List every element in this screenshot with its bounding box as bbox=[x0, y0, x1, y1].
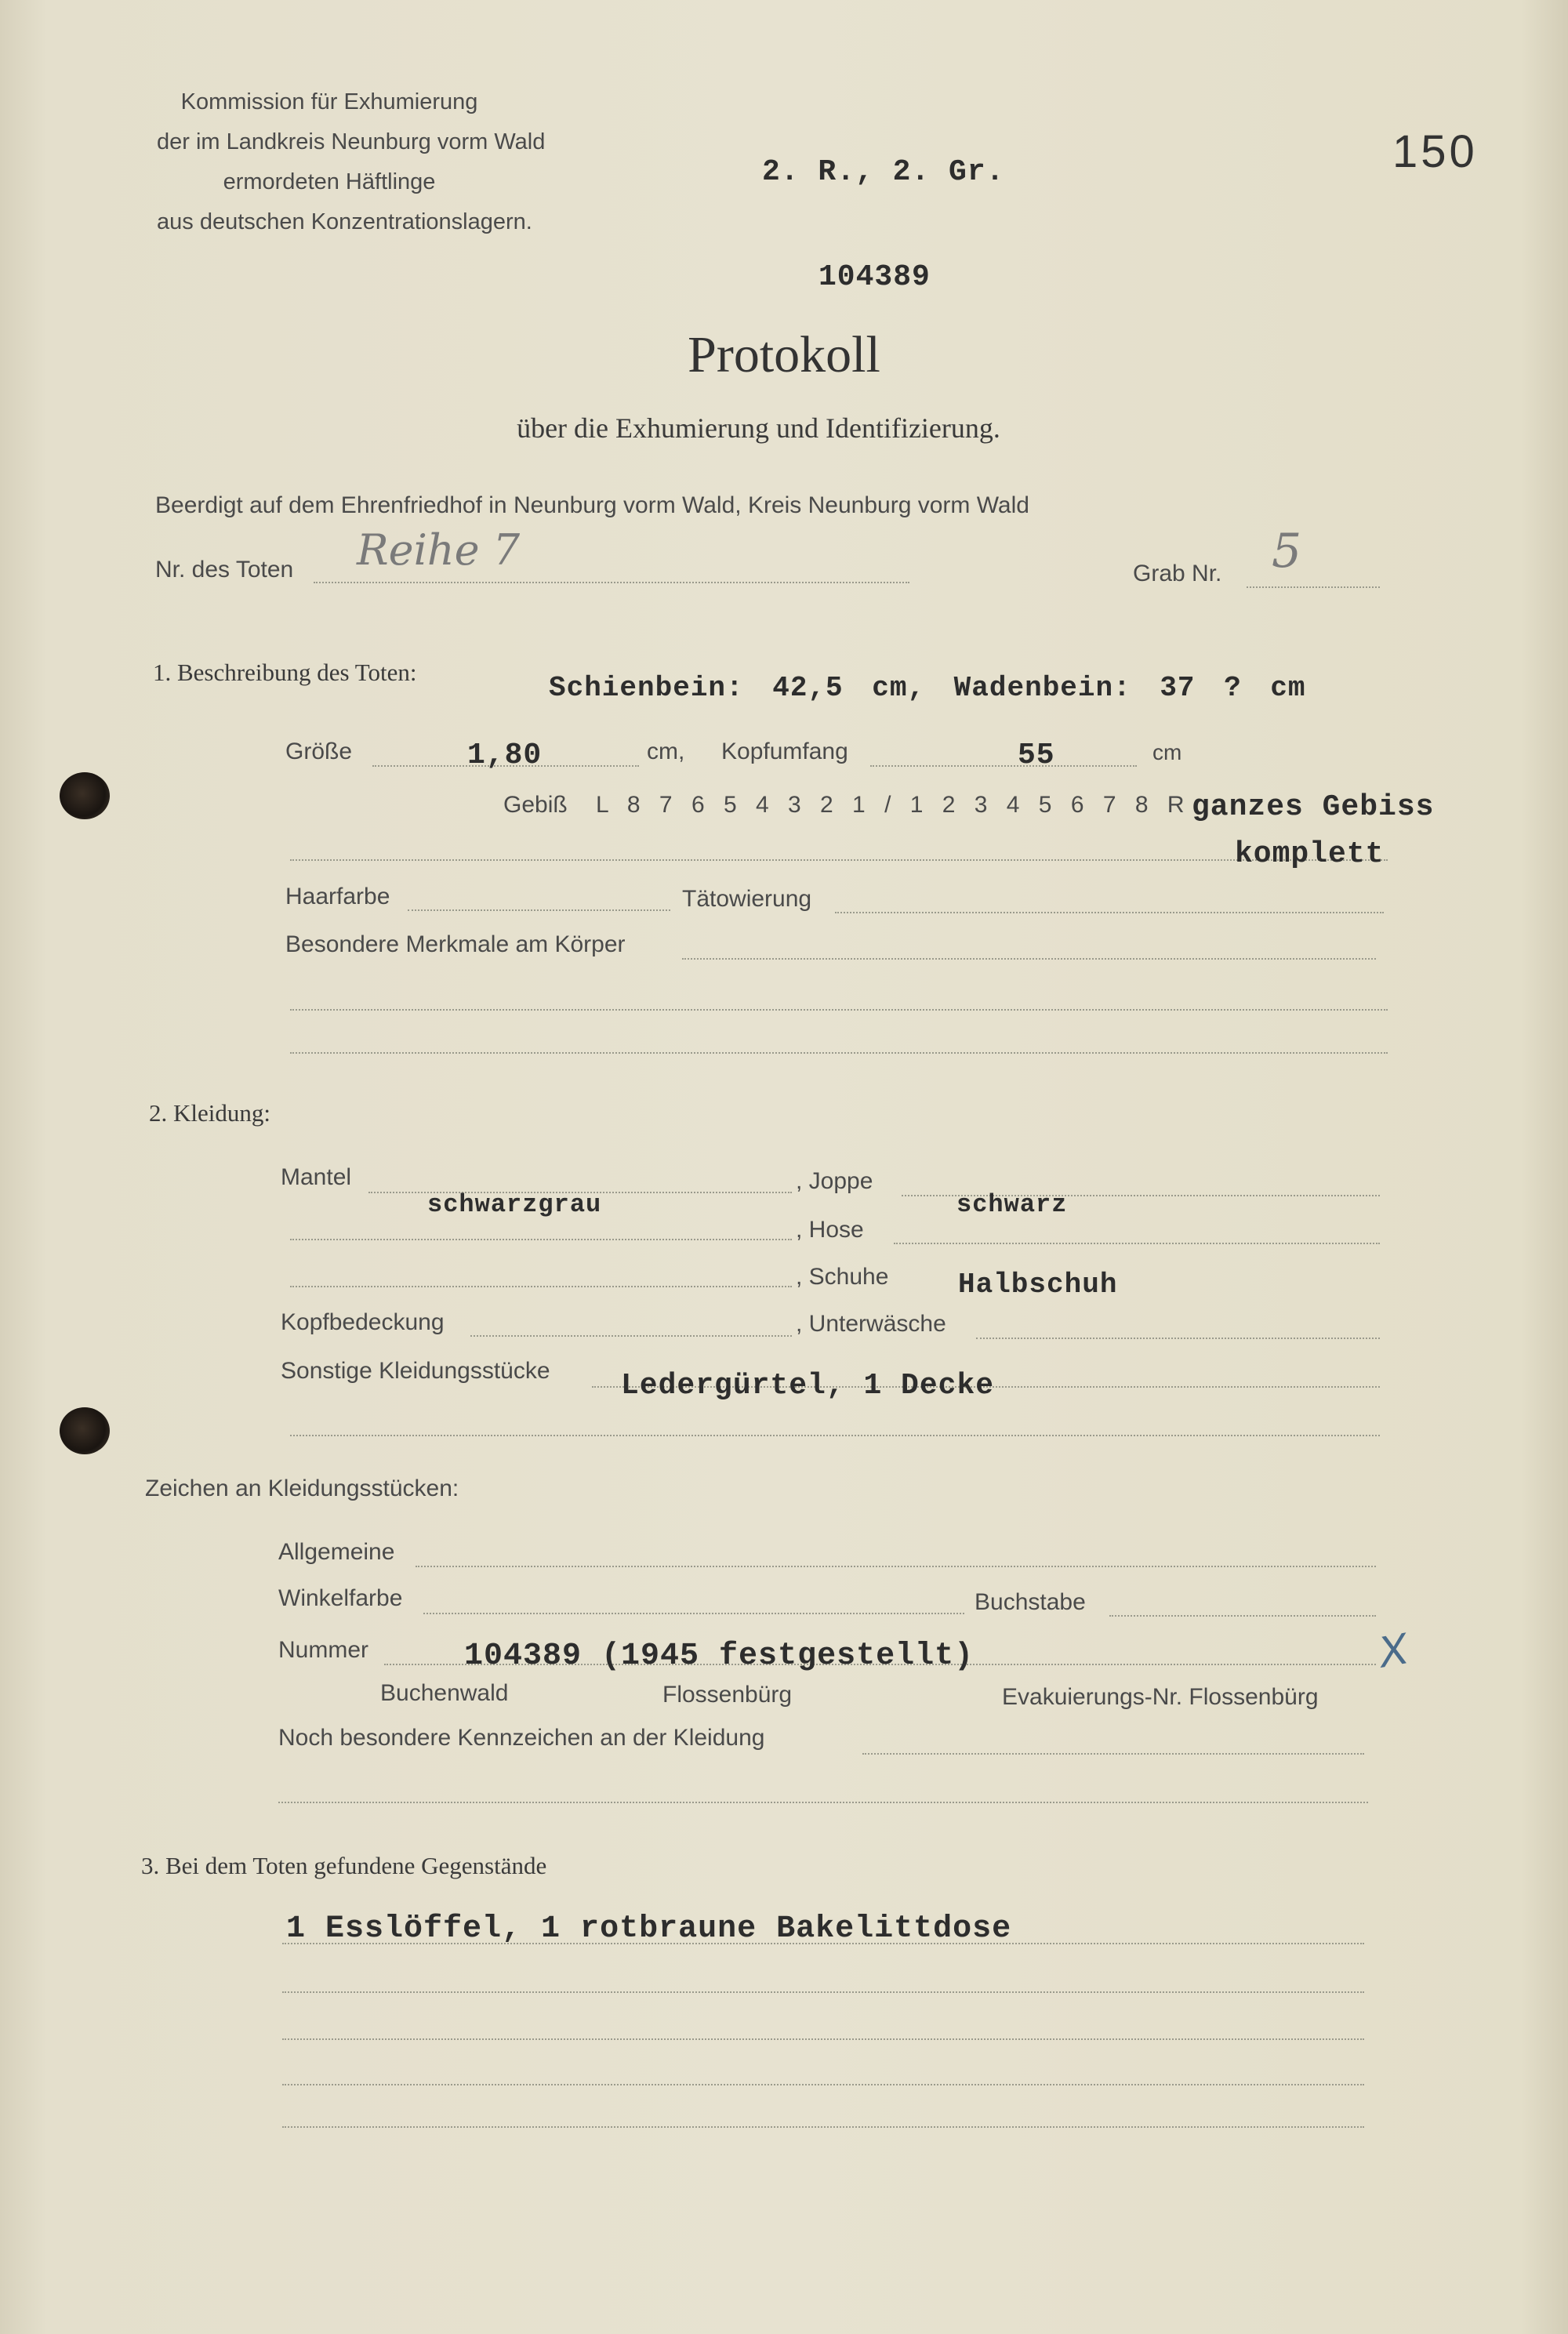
kennzeichen-label: Noch besondere Kennzeichen an der Kleidung bbox=[278, 1725, 765, 1751]
group-reference: 2. R., 2. Gr. bbox=[762, 155, 1005, 189]
page-title: Protokoll bbox=[688, 326, 880, 383]
punch-hole-bottom bbox=[60, 1407, 110, 1454]
punch-hole-top bbox=[60, 772, 110, 819]
gebiss-label: Gebiß bbox=[503, 792, 568, 818]
mantel-value: schwarzgrau bbox=[427, 1190, 602, 1219]
unterwaesche-label: , Unterwäsche bbox=[796, 1311, 946, 1337]
gebiss-scheme: L 8 7 6 5 4 3 2 1 / 1 2 3 4 5 6 7 8 R bbox=[596, 792, 1191, 818]
description-value: Schienbein: 42,5 cm, Wadenbein: 37 ? cm bbox=[549, 672, 1306, 704]
kopfbedeckung-label: Kopfbedeckung bbox=[281, 1309, 445, 1335]
commission-block bbox=[157, 82, 546, 242]
items-value: 1 Esslöffel, 1 rotbraune Bakelittdose bbox=[286, 1911, 1012, 1947]
flossenbuerg-label: Flossenbürg bbox=[662, 1682, 793, 1708]
grab-label: Grab Nr. bbox=[1133, 561, 1222, 586]
hose-label: , Hose bbox=[796, 1217, 864, 1243]
kopfumfang-label: Kopfumfang bbox=[721, 739, 848, 764]
cm-label-2: cm bbox=[1152, 740, 1182, 764]
section2-heading: 2. Kleidung: bbox=[149, 1099, 270, 1127]
kopfumfang-value: 55 bbox=[1018, 739, 1055, 772]
commission-line-4: aus deutschen Konzentrationslagern. bbox=[157, 209, 532, 234]
buchenwald-label: Buchenwald bbox=[380, 1680, 509, 1706]
allgemeine-label: Allgemeine bbox=[278, 1539, 395, 1565]
section3-heading: 3. Bei dem Toten gefundene Gegenstände bbox=[141, 1852, 547, 1879]
cm-label-1: cm, bbox=[647, 739, 685, 764]
id-number: 104389 bbox=[818, 260, 931, 294]
groesse-value: 1,80 bbox=[467, 739, 543, 772]
schuhe-label: , Schuhe bbox=[796, 1264, 889, 1290]
commission-line-2: der im Landkreis Neunburg vorm Wald bbox=[157, 129, 546, 154]
nr-value: Reihe 7 bbox=[357, 525, 521, 575]
merkmale-label: Besondere Merkmale am Körper bbox=[285, 931, 626, 957]
page-number: 150 bbox=[1392, 126, 1478, 177]
gebiss-value-2: komplett bbox=[1235, 837, 1385, 871]
taetowierung-label: Tätowierung bbox=[682, 886, 812, 912]
nummer-value: 104389 (1945 festgestellt) bbox=[464, 1639, 975, 1674]
sonstige-value: Ledergürtel, 1 Decke bbox=[621, 1369, 995, 1403]
burial-line: Beerdigt auf dem Ehrenfriedhof in Neunburg vorm Wald, Kreis Neunburg vorm Wald bbox=[155, 492, 1029, 518]
section1-heading: 1. Beschreibung des Toten: bbox=[153, 659, 417, 686]
gebiss-value-1: ganzes Gebiss bbox=[1192, 790, 1435, 824]
page-subtitle: über die Exhumierung und Identifizierung. bbox=[517, 412, 1000, 444]
commission-line-3: ermordeten Häftlinge bbox=[223, 169, 436, 194]
nummer-label: Nummer bbox=[278, 1637, 369, 1663]
nr-label: Nr. des Toten bbox=[155, 557, 294, 583]
buchstabe-label: Buchstabe bbox=[975, 1589, 1086, 1615]
zeichen-heading: Zeichen an Kleidungsstücken: bbox=[145, 1476, 459, 1501]
winkelfarbe-label: Winkelfarbe bbox=[278, 1585, 403, 1611]
joppe-label: , Joppe bbox=[796, 1168, 873, 1194]
commission-line-1: Kommission für Exhumierung bbox=[180, 89, 478, 114]
sonstige-label: Sonstige Kleidungsstücke bbox=[281, 1358, 550, 1384]
groesse-label: Größe bbox=[285, 739, 353, 764]
haarfarbe-label: Haarfarbe bbox=[285, 884, 390, 909]
joppe-value: schwarz bbox=[956, 1190, 1068, 1219]
mantel-label: Mantel bbox=[281, 1164, 352, 1190]
schuhe-value: Halbschuh bbox=[958, 1269, 1118, 1301]
grab-value: 5 bbox=[1272, 524, 1302, 579]
check-mark: X bbox=[1374, 1623, 1412, 1677]
evakuierung-label: Evakuierungs-Nr. Flossenbürg bbox=[1002, 1684, 1319, 1710]
